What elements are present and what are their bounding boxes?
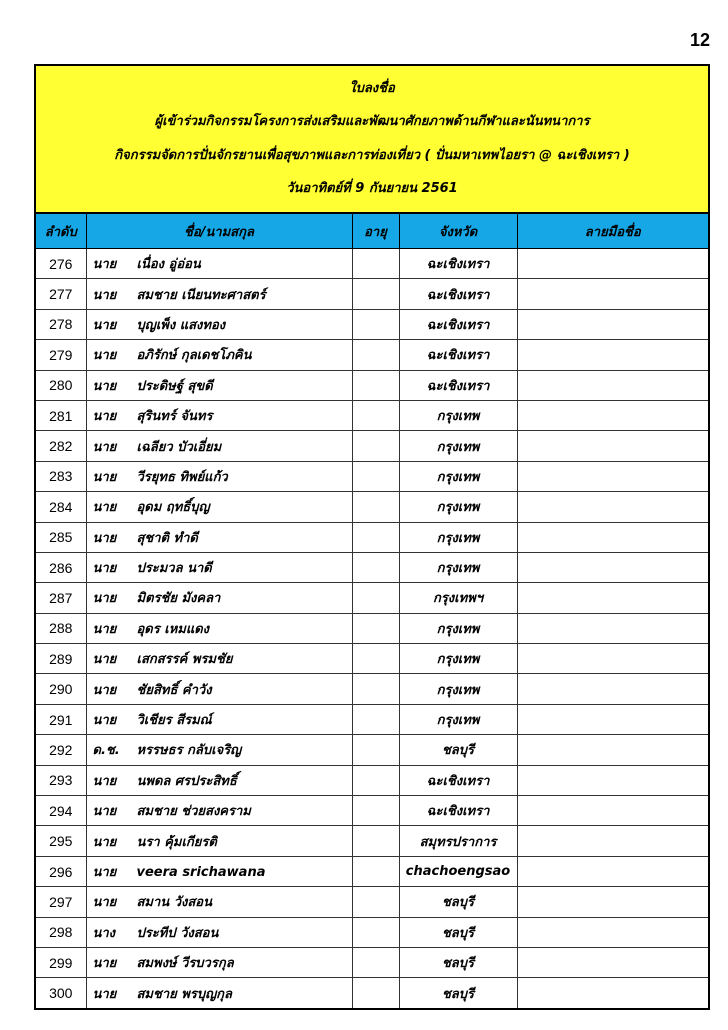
col-header-name: ชื่อ/นามสกุล [86, 214, 352, 249]
sheet-header [36, 66, 708, 214]
attendee-name-cell [86, 644, 352, 674]
age-cell [352, 279, 399, 309]
signature-cell[interactable] [517, 978, 708, 1008]
age-cell [352, 613, 399, 643]
age-cell [352, 370, 399, 400]
signature-cell[interactable] [517, 826, 708, 856]
signature-cell[interactable] [517, 947, 708, 977]
signature-cell[interactable] [517, 309, 708, 339]
signature-cell[interactable] [517, 400, 708, 430]
age-cell [352, 431, 399, 461]
attendee-name-cell [86, 400, 352, 430]
attendee-rows [36, 249, 708, 1008]
age-cell [352, 765, 399, 795]
province-cell: กรุงเทพ [399, 400, 517, 430]
signature-cell[interactable] [517, 492, 708, 522]
age-cell [352, 309, 399, 339]
table-row [36, 613, 708, 643]
age-cell [352, 583, 399, 613]
province-cell: chachoengsao [399, 856, 517, 886]
age-cell [352, 552, 399, 582]
age-cell [352, 887, 399, 917]
name-title: นาย [92, 986, 117, 1002]
signature-cell[interactable] [517, 674, 708, 704]
name-title: นาย [92, 804, 117, 820]
attendee-name: ชัยสิทธิ์ คำวัง [136, 682, 212, 698]
table-row [36, 887, 708, 917]
table-row [36, 765, 708, 795]
attendee-name: อุดร เหมแดง [136, 621, 210, 637]
name-title: นาย [92, 956, 117, 972]
signature-cell[interactable] [517, 796, 708, 826]
attendee-name: สมาน วังสอน [136, 895, 212, 911]
row-number: 299 [36, 947, 86, 977]
attendee-name-cell [86, 887, 352, 917]
province-cell: ชลบุรี [399, 917, 517, 947]
signature-cell[interactable] [517, 340, 708, 370]
age-cell [352, 522, 399, 552]
table-row [36, 917, 708, 947]
name-title: นาย [92, 773, 117, 789]
age-cell [352, 644, 399, 674]
signature-cell[interactable] [517, 887, 708, 917]
attendee-name-cell [86, 370, 352, 400]
table-row [36, 735, 708, 765]
col-header-signature: ลายมือชื่อ [517, 214, 708, 249]
name-title: นาย [92, 530, 117, 546]
province-cell: ฉะเชิงเทรา [399, 796, 517, 826]
name-title: ด.ช. [92, 743, 120, 759]
age-cell [352, 826, 399, 856]
province-cell: ฉะเชิงเทรา [399, 370, 517, 400]
row-number: 289 [36, 644, 86, 674]
province-cell: ฉะเชิงเทรา [399, 249, 517, 279]
signature-cell[interactable] [517, 735, 708, 765]
province-cell: กรุงเทพฯ [399, 583, 517, 613]
age-cell [352, 340, 399, 370]
table-header-row [36, 214, 708, 249]
row-number: 291 [36, 704, 86, 734]
age-cell [352, 400, 399, 430]
attendee-name: อุดม ฤทธิ์บุญ [136, 500, 210, 516]
row-number: 282 [36, 431, 86, 461]
signature-cell[interactable] [517, 644, 708, 674]
table-row [36, 431, 708, 461]
signature-cell[interactable] [517, 370, 708, 400]
attendee-name: ประมวล นาดี [136, 561, 212, 577]
province-cell: ฉะเชิงเทรา [399, 309, 517, 339]
table-row [36, 249, 708, 279]
attendee-name-cell [86, 978, 352, 1008]
table-row [36, 704, 708, 734]
province-cell: สมุทรปราการ [399, 826, 517, 856]
attendee-name-cell [86, 552, 352, 582]
row-number: 294 [36, 796, 86, 826]
province-cell: ชลบุรี [399, 978, 517, 1008]
attendee-name: มิตรชัย มังคลา [136, 591, 221, 607]
attendee-name: บุญเพ็ง แสงทอง [136, 317, 226, 333]
table-row [36, 522, 708, 552]
table-row [36, 856, 708, 886]
signature-cell[interactable] [517, 856, 708, 886]
row-number: 300 [36, 978, 86, 1008]
name-title: นาย [92, 409, 117, 425]
attendee-name-cell [86, 461, 352, 491]
attendee-name-cell [86, 947, 352, 977]
row-number: 279 [36, 340, 86, 370]
attendee-name: สุชาติ ทำดี [136, 530, 198, 546]
attendee-name: หรรษธร กลับเจริญ [136, 743, 242, 759]
attendee-name: เฉลียว บัวเอี่ยม [136, 439, 222, 455]
name-title: นาย [92, 591, 117, 607]
attendee-name: veera srichawana [136, 865, 266, 880]
attendee-name: ประดิษฐ์ สุขดี [136, 378, 213, 394]
attendee-name-cell [86, 765, 352, 795]
attendee-name-cell [86, 249, 352, 279]
province-cell: กรุงเทพ [399, 674, 517, 704]
table-row [36, 340, 708, 370]
signature-cell[interactable] [517, 249, 708, 279]
name-title: นาย [92, 865, 117, 880]
attendee-name: วิเชียร สีรมณ์ [136, 713, 212, 729]
province-cell: กรุงเทพ [399, 461, 517, 491]
row-number: 292 [36, 735, 86, 765]
signature-cell[interactable] [517, 431, 708, 461]
age-cell [352, 249, 399, 279]
attendee-name: สุรินทร์ จันทร [136, 409, 213, 425]
age-cell [352, 735, 399, 765]
name-title: นาย [92, 895, 117, 911]
attendee-name-cell [86, 674, 352, 704]
province-cell: ฉะเชิงเทรา [399, 765, 517, 795]
attendee-name: เนื่อง อู่อ่อน [136, 257, 201, 273]
row-number: 276 [36, 249, 86, 279]
attendee-name: อภิรักษ์ กุลเดชโภคิน [136, 348, 252, 364]
age-cell [352, 492, 399, 522]
age-cell [352, 917, 399, 947]
province-cell: ชลบุรี [399, 947, 517, 977]
attendee-name-cell [86, 309, 352, 339]
attendee-name: เสกสรรค์ พรมชัย [136, 652, 233, 668]
name-title: นาย [92, 469, 117, 485]
table-row [36, 674, 708, 704]
attendee-name: นพดล ศรประสิทธิ์ [136, 773, 237, 789]
row-number: 277 [36, 279, 86, 309]
table-row [36, 492, 708, 522]
table-row [36, 978, 708, 1008]
signature-cell[interactable] [517, 613, 708, 643]
activity-name: กิจกรรมจัดการปั่นจักรยานเพื่อสุขภาพและการท่องเที่ยว ( ปั่นมหาเทพไอยรา @ ฉะเชิงเทรา ) [114, 147, 630, 163]
signature-cell[interactable] [517, 917, 708, 947]
attendee-name: นรา คุ้มเกียรติ [136, 834, 217, 850]
signature-cell[interactable] [517, 704, 708, 734]
table-row [36, 552, 708, 582]
signature-cell[interactable] [517, 583, 708, 613]
province-cell: ฉะเชิงเทรา [399, 340, 517, 370]
attendee-name-cell [86, 279, 352, 309]
table-row [36, 796, 708, 826]
attendee-name: วีรยุทธ ทิพย์แก้ว [136, 469, 228, 485]
name-title: นาย [92, 621, 117, 637]
province-cell: กรุงเทพ [399, 552, 517, 582]
attendee-name-cell [86, 704, 352, 734]
row-number: 296 [36, 856, 86, 886]
attendee-name-cell [86, 340, 352, 370]
row-number: 286 [36, 552, 86, 582]
attendee-name-cell [86, 856, 352, 886]
col-header-no: ลำดับ [36, 214, 86, 249]
signature-cell[interactable] [517, 461, 708, 491]
name-title: นาย [92, 834, 117, 850]
row-number: 295 [36, 826, 86, 856]
attendee-name-cell [86, 917, 352, 947]
province-cell: ฉะเชิงเทรา [399, 279, 517, 309]
table-row [36, 644, 708, 674]
province-cell: กรุงเทพ [399, 431, 517, 461]
attendee-name-cell [86, 431, 352, 461]
attendee-name-cell [86, 826, 352, 856]
province-cell: ชลบุรี [399, 735, 517, 765]
attendee-name: สมพงษ์ วีรบวรกุล [136, 956, 234, 972]
col-header-province: จังหวัด [399, 214, 517, 249]
attendee-name-cell [86, 583, 352, 613]
province-cell: กรุงเทพ [399, 492, 517, 522]
row-number: 285 [36, 522, 86, 552]
name-title: นาย [92, 713, 117, 729]
age-cell [352, 978, 399, 1008]
province-cell: กรุงเทพ [399, 704, 517, 734]
age-cell [352, 674, 399, 704]
table-row [36, 583, 708, 613]
table-row [36, 309, 708, 339]
table-row [36, 947, 708, 977]
signin-sheet [34, 64, 710, 1010]
page-number: 12 [689, 30, 710, 50]
attendee-name-cell [86, 796, 352, 826]
table-row [36, 826, 708, 856]
province-cell: กรุงเทพ [399, 522, 517, 552]
province-cell: กรุงเทพ [399, 644, 517, 674]
signature-cell[interactable] [517, 552, 708, 582]
age-cell [352, 856, 399, 886]
name-title: นาง [92, 925, 116, 941]
table-row [36, 461, 708, 491]
name-title: นาย [92, 378, 117, 394]
row-number: 290 [36, 674, 86, 704]
row-number: 288 [36, 613, 86, 643]
name-title: นาย [92, 439, 117, 455]
table-row [36, 400, 708, 430]
row-number: 283 [36, 461, 86, 491]
row-number: 298 [36, 917, 86, 947]
province-cell: ชลบุรี [399, 887, 517, 917]
table-row [36, 279, 708, 309]
attendee-name-cell [86, 735, 352, 765]
row-number: 281 [36, 400, 86, 430]
row-number: 297 [36, 887, 86, 917]
name-title: นาย [92, 348, 117, 364]
age-cell [352, 947, 399, 977]
attendee-name: ประทีป วังสอน [136, 925, 219, 941]
age-cell [352, 704, 399, 734]
name-title: นาย [92, 561, 117, 577]
name-title: นาย [92, 500, 117, 516]
table-row [36, 370, 708, 400]
signature-cell[interactable] [517, 522, 708, 552]
attendee-name: สมชาย ช่วยสงคราม [136, 804, 251, 820]
name-title: นาย [92, 317, 117, 333]
signature-cell[interactable] [517, 279, 708, 309]
age-cell [352, 461, 399, 491]
attendee-name-cell [86, 522, 352, 552]
age-cell [352, 796, 399, 826]
name-title: นาย [92, 287, 117, 303]
province-cell: กรุงเทพ [399, 613, 517, 643]
attendee-table [36, 214, 708, 1008]
attendee-name: สมชาย เนียนทะศาสตร์ [136, 287, 266, 303]
name-title: นาย [92, 652, 117, 668]
attendee-name-cell [86, 492, 352, 522]
row-number: 278 [36, 309, 86, 339]
row-number: 284 [36, 492, 86, 522]
signature-cell[interactable] [517, 765, 708, 795]
name-title: นาย [92, 682, 117, 698]
attendee-name-cell [86, 613, 352, 643]
row-number: 293 [36, 765, 86, 795]
attendee-name: สมชาย พรบุญกุล [136, 986, 232, 1002]
row-number: 287 [36, 583, 86, 613]
event-date: วันอาทิตย์ที่ 9 กันยายน 2561 [286, 181, 458, 197]
sheet-title: ใบลงชื่อ [349, 80, 395, 96]
name-title: นาย [92, 257, 117, 273]
project-name: ผู้เข้าร่วมกิจกรรมโครงการส่งเสริมและพัฒนาศักยภาพด้านกีฬาและนันทนาการ [154, 114, 590, 130]
col-header-age: อายุ [352, 214, 399, 249]
row-number: 280 [36, 370, 86, 400]
